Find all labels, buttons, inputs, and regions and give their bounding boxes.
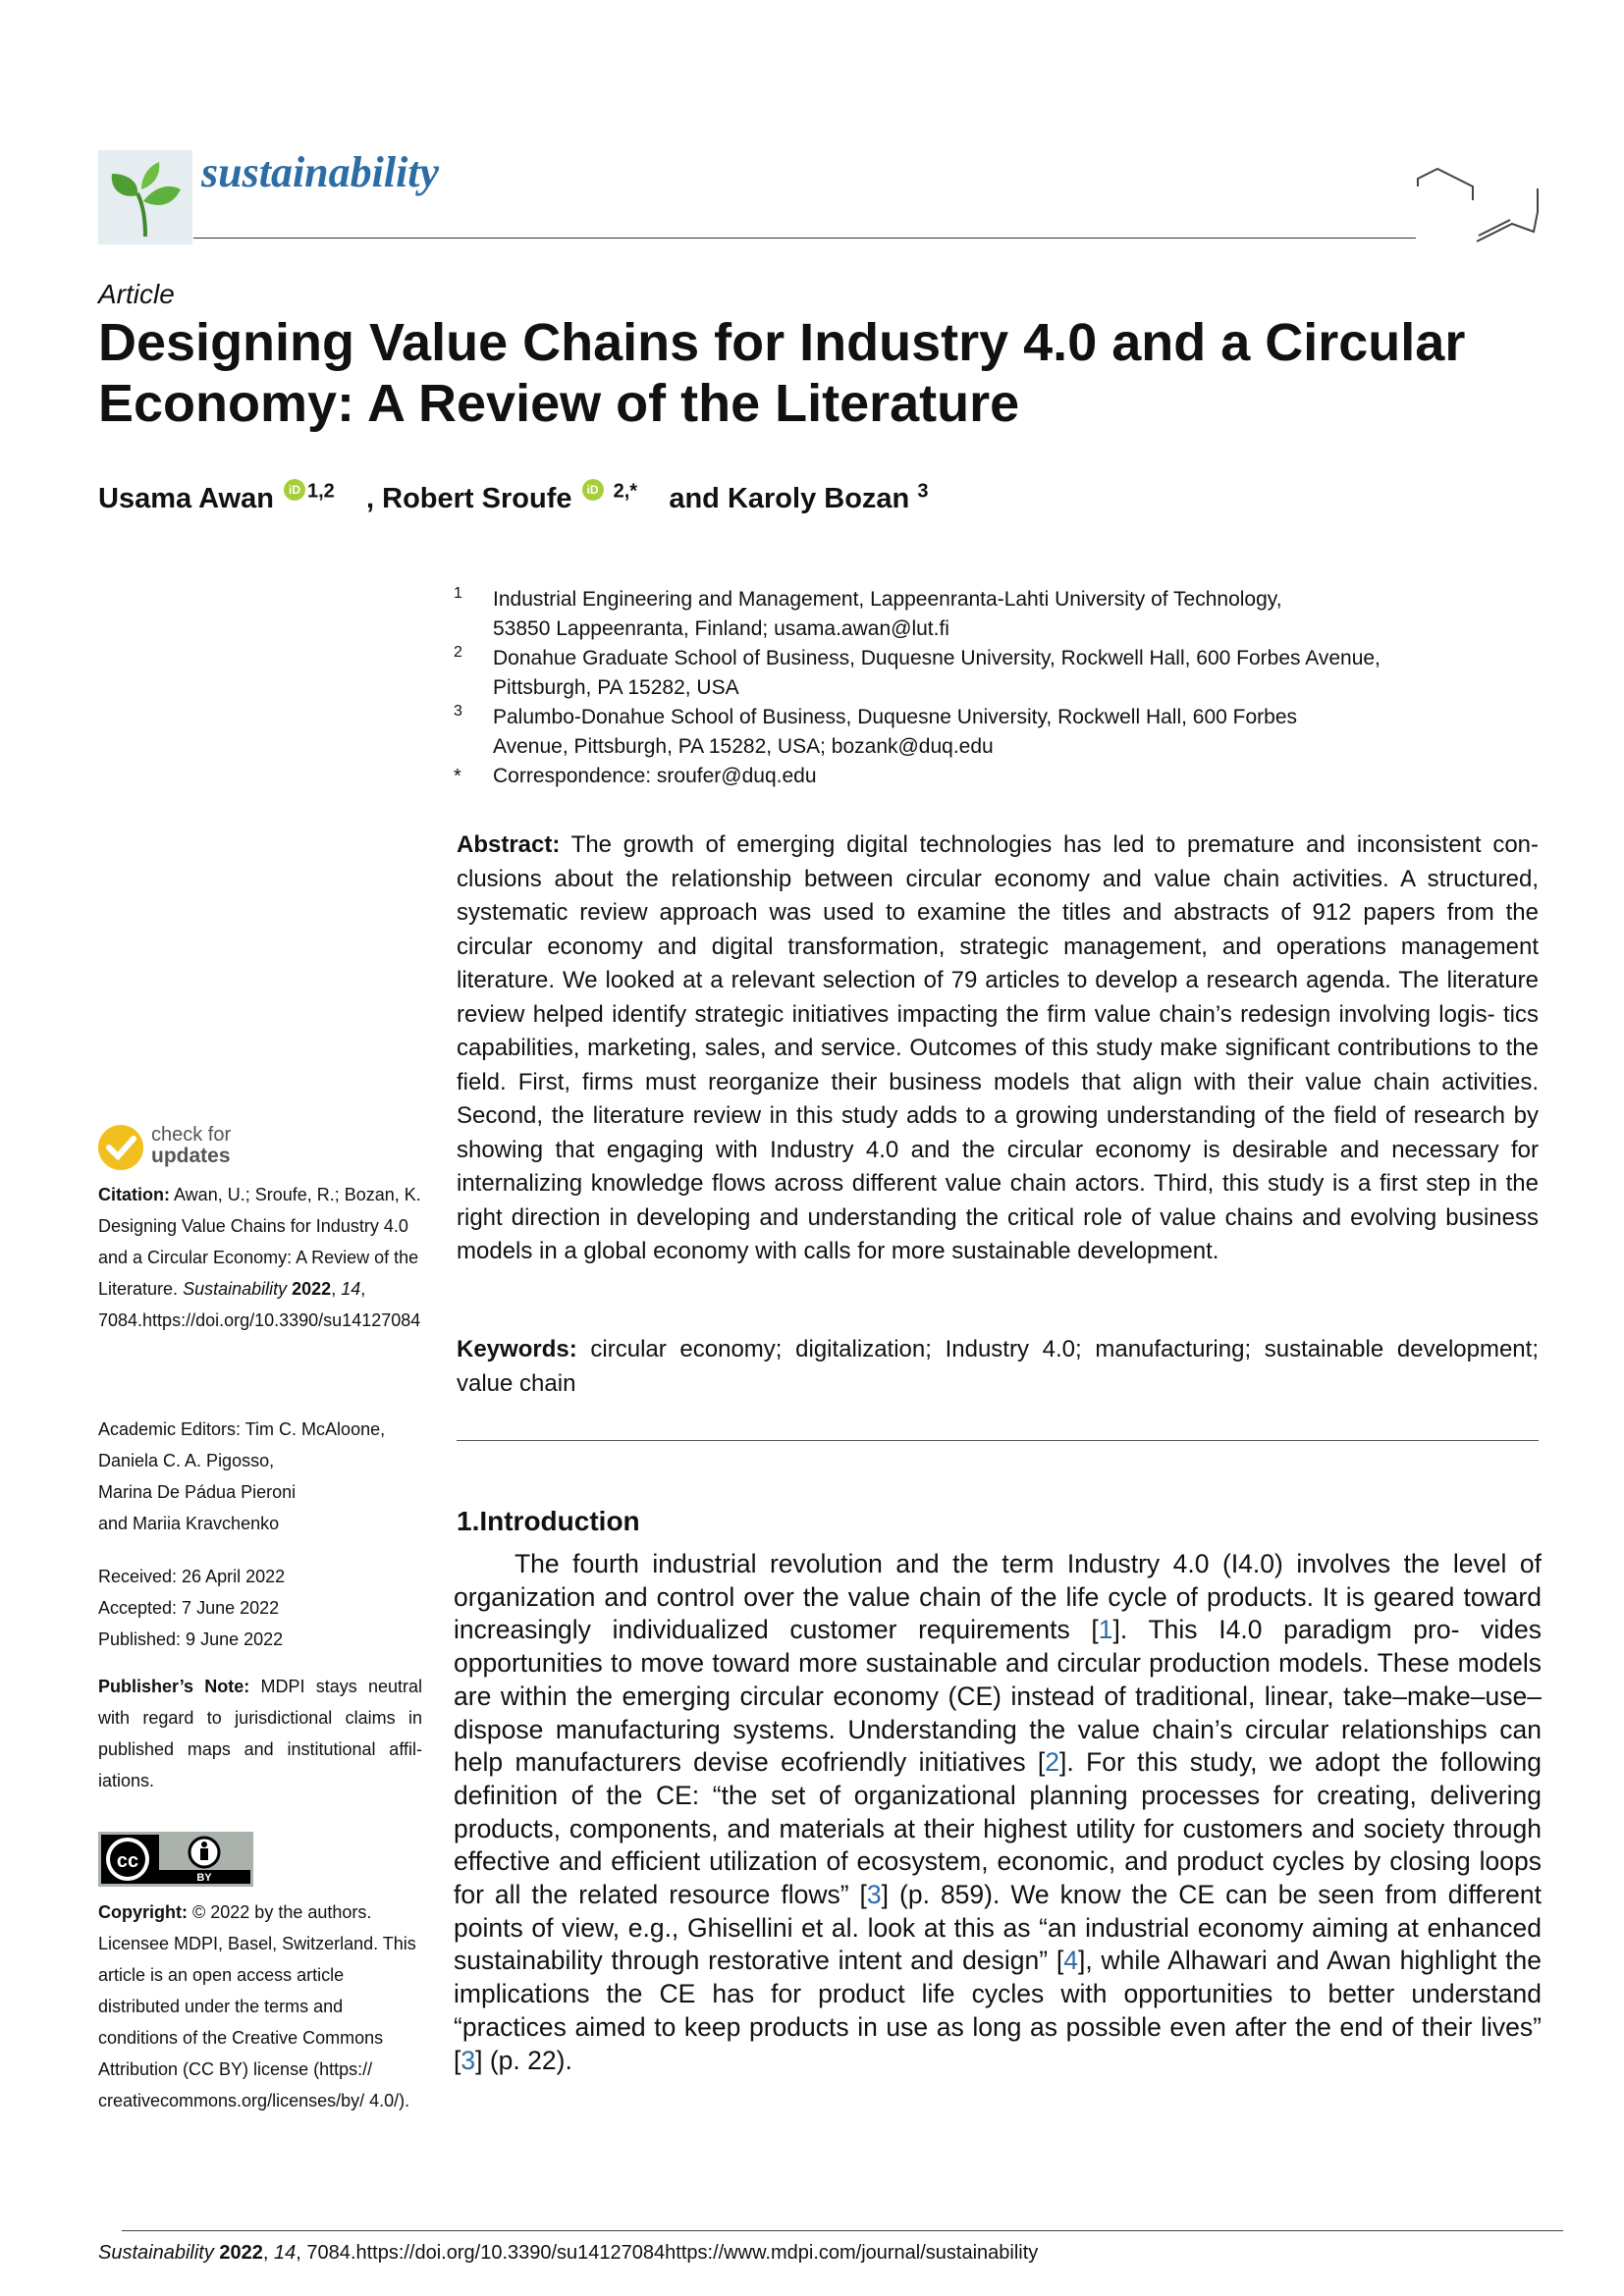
affiliation-line: 53850 Lappeenranta, Finland; usama.awan@lut.fi xyxy=(493,617,949,640)
footer-journal: Sustainability xyxy=(98,2242,214,2264)
keywords-text: circular economy; digitalization; Industry 4.0; manufacturing; sustainable development; value chain xyxy=(457,1336,1539,1397)
intro-text: ], while Alhawari and Awan highlight the implications the CE has for product life cycles with opportunities to better understand “practices aimed to keep products in use as long as possible even after the end of their lives” [ xyxy=(454,1946,1542,2075)
affiliation-line: Avenue, Pittsburgh, PA 15282, USA; bozank@duq.edu xyxy=(493,735,994,758)
reference-link[interactable]: 3 xyxy=(866,1880,882,1910)
publisher-note-label: Publisher’s Note: xyxy=(98,1677,250,1696)
copyright-label: Copyright: xyxy=(98,1902,188,1922)
check-updates-line: check for xyxy=(151,1124,232,1146)
affiliation-line: Industrial Engineering and Management, Lappeenranta-Lahti University of Technology, xyxy=(493,588,1282,611)
affiliation-mark: 1 xyxy=(454,585,462,602)
affiliation-item xyxy=(454,703,1553,762)
citation: Citation: Awan, U.; Sroufe, R.; Bozan, K. Designing Value Chains for Industry 4.0 and a Circular Economy: A Review of the Literature. Sustainability 2022, 14, 7084.https://doi.org/10.3390/su14127084 xyxy=(98,1185,421,1330)
keywords xyxy=(457,1333,1539,1401)
keywords-label: Keywords: xyxy=(457,1336,577,1362)
footer-volume: 14 xyxy=(274,2242,297,2264)
header-divider xyxy=(193,238,1416,239)
footer-year: 2022 xyxy=(219,2242,263,2264)
reference-link[interactable]: 2 xyxy=(1045,1747,1060,1778)
journal-name: sustainability xyxy=(201,148,440,196)
creative-commons-by-icon[interactable] xyxy=(98,1832,253,1887)
abstract-label: Abstract: xyxy=(457,831,561,858)
editor-line: Marina De Pádua Pieroni xyxy=(98,1482,297,1502)
intro-text: ] (p. 22). xyxy=(475,2045,572,2075)
affiliation-mark: 3 xyxy=(454,703,462,720)
affiliation-item xyxy=(454,585,1553,644)
intro-text: The fourth industrial revolution and the term Industry 4.0 (I4.0) involves the level of organization and control over the value chain of the life cycle of products. It is geared toward increasingly individualized customer requirements [ xyxy=(454,1549,1542,1645)
publisher-note xyxy=(98,1671,422,1796)
abstract xyxy=(457,828,1539,1269)
intro-text: ] (p. 859). We know the CE can be seen from different points of view, e.g., Ghisellini et al. look at this as “an industrial economy aiming at enhanced sustainability through restorative intent and design” [ xyxy=(454,1880,1542,1976)
affiliation-item xyxy=(454,644,1553,703)
author-name: Usama Awan xyxy=(98,483,274,514)
introduction-paragraph xyxy=(454,1548,1542,2077)
citation-journal: Sustainability xyxy=(183,1279,288,1299)
editor-line: Daniela C. A. Pigosso, xyxy=(98,1451,275,1470)
date-accepted: Accepted: 7 June 2022 xyxy=(98,1598,280,1618)
affiliation-mark: 2 xyxy=(454,644,462,661)
copyright-text: © 2022 by the authors. Licensee MDPI, Basel, Switzerland. This article is an open access article distributed under the terms and conditions of the Creative Commons Attribution (CC BY) license (https:// creativecommons.org/licenses/by/ 4.0/). xyxy=(98,1902,416,2110)
copyright xyxy=(98,1896,422,2116)
section-heading: 1.Introduction xyxy=(457,1506,640,1536)
academic-editors xyxy=(98,1414,422,1539)
affiliations xyxy=(454,585,1553,791)
author-affiliation: 3 xyxy=(917,480,929,503)
author-affiliation: 2,* xyxy=(613,480,638,503)
citation-year: 2022 xyxy=(292,1279,332,1299)
check-updates-line: updates xyxy=(151,1145,231,1167)
article-title: Designing Value Chains for Industry 4.0 and a Circular Economy: A Review of the Literature xyxy=(98,313,1466,433)
publisher-note-text: MDPI stays neutral with regard to jurisdictional claims in published maps and institutional affil- iations. xyxy=(98,1677,422,1790)
intro-text: ]. For this study, we adopt the following definition of the CE: “the set of organizational planning processes for creating, delivering products, components, and materials at their highest utility for customers and society through effective and efficient utilization of ecosystem, economic, and product cycles by closing loops for all the related resource flows” [ xyxy=(454,1747,1542,1910)
citation-label: Citation: xyxy=(98,1185,170,1204)
abstract-text: The growth of emerging digital technologies has led to premature and inconsistent con- clusions about the relationship between circular economy and value chain activities. A structured, systematic review approach was used to examine the titles and abstracts of 912 papers from the circular economy and digital transformation, strategic management, and operations management literature. We looked at a relevant selection of 79 articles to develop a research agenda. The literature review helped identify strategic initiatives impacting the firm value chain’s redesign involving logis- tics capabilities, marketing, sales, and service. Outcomes of this study make significant contributions to the field. First, firms must reorganize their business models that align with their value chain activities. Second, the literature review in this study adds to a growing understanding of the field of research by showing that engaging with Industry 4.0 and the circular economy is desirable and necessary for internalizing knowledge flows across different value chain actors. Third, this study is a first step in the right direction in developing and understanding the critical role of value chains and evolving business models in a global economy with calls for more sustainable development. xyxy=(457,831,1540,1264)
orcid-icon[interactable]: iD xyxy=(284,479,305,501)
section-divider xyxy=(457,1440,1539,1441)
article-type: Article xyxy=(98,279,175,309)
author-affiliation: 1,2 xyxy=(306,480,335,503)
footer-divider xyxy=(122,2230,1563,2231)
editor-line: and Mariia Kravchenko xyxy=(98,1514,280,1533)
affiliation-line: Palumbo-Donahue School of Business, Duquesne University, Rockwell Hall, 600 Forbes xyxy=(493,706,1298,728)
by-label: BY xyxy=(196,1872,212,1884)
affiliation-line: Pittsburgh, PA 15282, USA xyxy=(493,676,739,699)
cc-label: cc xyxy=(116,1850,139,1872)
author-name: , Robert Sroufe xyxy=(366,483,572,514)
footer-links[interactable]: 7084.https://doi.org/10.3390/su14127084https://www.mdpi.com/journal/sustainability xyxy=(306,2242,1039,2264)
orcid-icon[interactable]: iD xyxy=(582,479,604,501)
citation-text: Awan, U.; Sroufe, R.; Bozan, K. Designing Value Chains for Industry 4.0 and a Circular Economy: A Review of the Literature. xyxy=(98,1185,421,1299)
reference-link[interactable]: 4 xyxy=(1063,1946,1078,1976)
correspondence xyxy=(454,762,1553,791)
citation-volume: 14 xyxy=(341,1279,361,1299)
citation-doi[interactable]: 7084.https://doi.org/10.3390/su14127084 xyxy=(98,1310,421,1330)
page-footer: Sustainability 2022, 14, 7084.https://doi.org/10.3390/su14127084https://www.mdpi.com/journal/sustainability xyxy=(98,2242,1039,2264)
leaf-sprout-icon xyxy=(98,150,192,244)
author-list xyxy=(98,479,928,515)
chemical-structure-icon xyxy=(1416,167,1543,247)
correspondence-line: Correspondence: sroufer@duq.edu xyxy=(493,765,817,787)
check-updates-icon[interactable] xyxy=(96,1123,145,1172)
publication-dates xyxy=(98,1561,422,1655)
affiliation-mark: * xyxy=(454,766,461,787)
editor-line: Academic Editors: Tim C. McAloone, xyxy=(98,1419,386,1439)
check-updates-label[interactable] xyxy=(151,1124,231,1167)
intro-text: ]. This I4.0 paradigm pro- vides opportunities to move toward more sustainable and circular production models. These models are within the emerging circular economy (CE) instead of traditional, linear, take–make–use–dispose manufacturing systems. Understanding the value chain’s circular relationships can help manufacturers devise ecofriendly initiatives [ xyxy=(454,1615,1542,1778)
date-published: Published: 9 June 2022 xyxy=(98,1629,284,1649)
author-name: and Karoly Bozan xyxy=(669,483,910,514)
affiliation-line: Donahue Graduate School of Business, Duquesne University, Rockwell Hall, 600 Forbes Avenue, xyxy=(493,647,1380,669)
reference-link[interactable]: 3 xyxy=(460,2045,476,2075)
date-received: Received: 26 April 2022 xyxy=(98,1567,286,1586)
reference-link[interactable]: 1 xyxy=(1098,1615,1113,1645)
